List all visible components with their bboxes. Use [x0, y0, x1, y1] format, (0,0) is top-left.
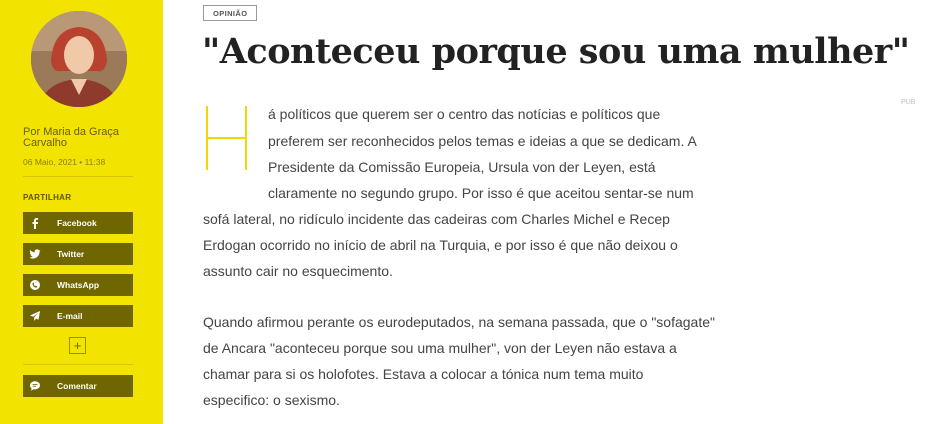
author-byline	[23, 127, 143, 149]
paragraph2-line: especifico: o sexismo.	[203, 392, 340, 408]
author-name-line1[interactable]: Maria da Graça	[43, 126, 119, 138]
share-title: PARTILHAR	[23, 193, 72, 202]
author-prefix: Por	[23, 126, 41, 138]
paragraph1-line: claramente no segundo grupo. Por isso é que aceitou sentar-se num	[268, 185, 694, 201]
paragraph2-line: chamar para si os holofotes. Estava a colocar a tónica num tema muito	[203, 366, 644, 382]
avatar[interactable]	[31, 11, 127, 107]
comment-label: Comentar	[57, 381, 97, 391]
paragraph1-line: Erdogan ocorrido no início de abril na Turquia, e por isso é que não deixou o	[203, 237, 678, 253]
paragraph1-line: Presidente da Comissão Europeia, Ursula von der Leyen, está	[268, 159, 656, 175]
paragraph1-line: sofá lateral, no ridículo incidente das cadeiras com Charles Michel e Recep	[203, 211, 670, 227]
facebook-icon	[23, 212, 47, 234]
dropcap-h	[202, 104, 251, 172]
share-twitter-button[interactable]	[23, 243, 133, 265]
comment-icon	[23, 375, 47, 397]
article-title: "Aconteceu porque sou uma mulher"	[202, 31, 910, 72]
divider	[23, 176, 133, 177]
paragraph1-line: assunto cair no esquecimento.	[203, 263, 393, 279]
share-whatsapp-label: WhatsApp	[57, 280, 100, 290]
sidebar	[0, 0, 163, 424]
paragraph2-line: de Ancara "aconteceu porque sou uma mulher", von der Leyen não estava a	[203, 340, 677, 356]
share-email-label: E-mail	[57, 311, 83, 321]
share-email-button[interactable]	[23, 305, 133, 327]
whatsapp-icon	[23, 274, 47, 296]
share-facebook-button[interactable]	[23, 212, 133, 234]
divider	[23, 364, 133, 365]
publish-date: 06 Maio, 2021 • 11:38	[23, 157, 106, 167]
paragraph1-line: preferem ser reconhecidos pelos temas e ideias a que se dedicam. A	[268, 133, 697, 149]
comment-button[interactable]	[23, 375, 133, 397]
email-icon	[23, 305, 47, 327]
share-whatsapp-button[interactable]	[23, 274, 133, 296]
paragraph1-line: á políticos que querem ser o centro das notícias e políticos que	[268, 106, 661, 122]
section-tag[interactable]: OPINIÃO	[203, 5, 257, 21]
twitter-icon	[23, 243, 47, 265]
author-name-line2[interactable]: Carvalho	[23, 137, 68, 149]
ad-label: PUB	[901, 99, 916, 106]
share-twitter-label: Twitter	[57, 249, 85, 259]
more-share-button[interactable]: +	[69, 337, 86, 354]
paragraph2-line: Quando afirmou perante os eurodeputados, na semana passada, que o "sofagate"	[203, 314, 715, 330]
share-facebook-label: Facebook	[57, 218, 97, 228]
